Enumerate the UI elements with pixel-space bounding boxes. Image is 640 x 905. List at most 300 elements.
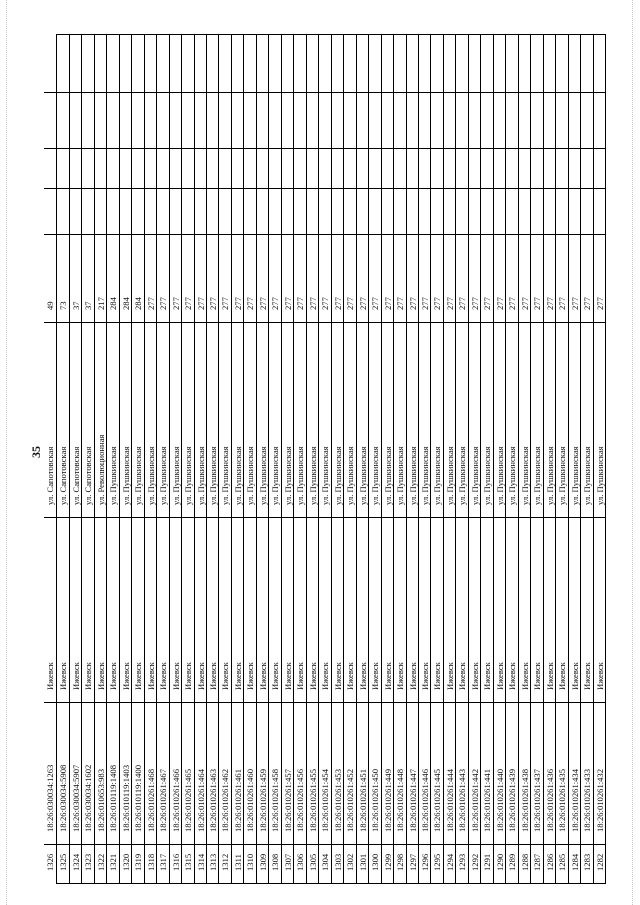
house-number-cell xyxy=(506,235,518,323)
house-number-text: 277 xyxy=(158,297,169,310)
empty-cell xyxy=(95,93,107,149)
city-text: Ижевск xyxy=(307,662,318,690)
city-text: Ижевск xyxy=(370,662,381,690)
empty-cell xyxy=(219,93,231,149)
cadastral-number-cell xyxy=(132,703,144,845)
street-text: ул. Пушкинская xyxy=(145,446,156,505)
empty-cell xyxy=(357,149,369,189)
cadastral-number-cell xyxy=(581,703,593,845)
empty-cell xyxy=(594,189,606,235)
table-row xyxy=(418,35,430,883)
house-number-text: 277 xyxy=(444,297,455,310)
city-text: Ижевск xyxy=(208,662,218,690)
empty-cell xyxy=(444,149,456,189)
street-text: ул. Пушкинская xyxy=(208,446,218,505)
house-number-cell xyxy=(132,235,144,323)
house-number-cell xyxy=(257,235,269,323)
cadastral-number-text: 18:26:010261:447 xyxy=(407,768,418,832)
row-number-text: 1283 xyxy=(582,853,593,871)
city-text: Ижевск xyxy=(282,662,293,690)
street-cell xyxy=(132,323,144,518)
street-text: ул. Пушкинская xyxy=(170,446,181,505)
empty-cell xyxy=(70,93,82,149)
cadastral-number-cell xyxy=(257,703,269,845)
cadastral-number-cell xyxy=(232,703,244,845)
street-cell xyxy=(282,323,294,518)
empty-cell xyxy=(569,189,581,235)
house-number-cell xyxy=(120,235,132,323)
city-cell xyxy=(332,518,344,703)
empty-cell xyxy=(494,189,506,235)
city-cell xyxy=(70,518,82,703)
empty-cell xyxy=(107,35,119,93)
table-row xyxy=(256,35,268,883)
empty-cell xyxy=(294,189,306,235)
row-number-cell xyxy=(506,845,518,883)
row-number-text: 1296 xyxy=(419,853,430,871)
empty-cell xyxy=(170,35,182,93)
empty-cell xyxy=(170,93,182,149)
street-text: ул. Пушкинская xyxy=(507,446,518,505)
house-number-cell xyxy=(494,235,506,323)
city-text: Ижевск xyxy=(407,662,418,690)
street-cell xyxy=(456,323,468,518)
row-number-cell xyxy=(594,845,606,883)
cadastral-number-cell xyxy=(44,703,56,845)
row-number-cell xyxy=(394,845,406,883)
house-number-cell xyxy=(481,235,493,323)
house-number-text: 277 xyxy=(220,297,231,310)
empty-cell xyxy=(569,93,581,149)
row-number-cell xyxy=(257,845,269,883)
city-text: Ижевск xyxy=(120,662,131,690)
house-number-cell xyxy=(519,235,531,323)
city-text: Ижевск xyxy=(170,662,181,690)
empty-cell xyxy=(394,189,406,235)
street-cell xyxy=(369,323,381,518)
row-number-text: 1313 xyxy=(208,853,218,871)
empty-cell xyxy=(145,93,157,149)
city-text: Ижевск xyxy=(444,662,455,690)
street-cell xyxy=(357,323,369,518)
empty-cell xyxy=(195,35,207,93)
empty-cell xyxy=(519,149,531,189)
empty-cell xyxy=(594,35,606,93)
city-text: Ижевск xyxy=(345,662,356,690)
city-cell xyxy=(170,518,182,703)
street-cell xyxy=(319,323,331,518)
row-number-text: 1307 xyxy=(282,853,293,871)
house-number-text: 277 xyxy=(382,297,393,310)
city-cell xyxy=(357,518,369,703)
city-text: Ижевск xyxy=(582,662,593,690)
table-row xyxy=(293,35,305,883)
house-number-text: 277 xyxy=(232,297,243,310)
city-text: Ижевск xyxy=(270,662,281,690)
row-number-cell xyxy=(182,845,194,883)
empty-cell xyxy=(157,35,169,93)
street-cell xyxy=(120,323,132,518)
house-number-text: 217 xyxy=(95,297,106,310)
table-row xyxy=(393,35,405,883)
house-number-text: 37 xyxy=(70,301,81,310)
house-number-cell xyxy=(195,235,207,323)
cadastral-number-text: 18:26:010261:440 xyxy=(494,768,505,832)
house-number-cell xyxy=(419,235,431,323)
empty-cell xyxy=(82,189,94,235)
city-cell xyxy=(44,518,56,703)
house-number-text: 277 xyxy=(307,297,318,310)
row-number-cell xyxy=(107,845,119,883)
street-cell xyxy=(394,323,406,518)
row-number-text: 1293 xyxy=(457,853,468,871)
house-number-text: 277 xyxy=(407,297,418,310)
empty-cell xyxy=(544,189,556,235)
cadastral-number-cell xyxy=(244,703,256,845)
house-number-text: 277 xyxy=(257,297,268,310)
city-cell xyxy=(307,518,319,703)
city-text: Ижевск xyxy=(195,662,206,690)
empty-cell xyxy=(469,189,481,235)
empty-cell xyxy=(581,93,593,149)
cadastral-number-text: 18:26:010261:462 xyxy=(220,768,231,832)
street-text: ул. Сапотовская xyxy=(44,446,55,505)
city-text: Ижевск xyxy=(419,662,430,690)
street-cell xyxy=(307,323,319,518)
cadastral-number-text: 18:26:010261:455 xyxy=(307,768,318,832)
table-row xyxy=(144,35,156,883)
empty-cell xyxy=(57,93,69,149)
empty-cell xyxy=(431,93,443,149)
row-number-text: 1311 xyxy=(232,854,243,871)
empty-cell xyxy=(569,149,581,189)
empty-cell xyxy=(382,93,394,149)
house-number-cell xyxy=(282,235,294,323)
row-number-cell xyxy=(232,845,244,883)
table-row xyxy=(169,35,181,883)
table-row xyxy=(343,35,355,883)
empty-cell xyxy=(407,35,419,93)
house-number-cell xyxy=(369,235,381,323)
empty-cell xyxy=(506,93,518,149)
row-number-text: 1309 xyxy=(257,853,268,871)
empty-cell xyxy=(506,35,518,93)
empty-cell xyxy=(95,149,107,189)
empty-cell xyxy=(319,35,331,93)
cadastral-number-cell xyxy=(170,703,182,845)
row-number-text: 1318 xyxy=(145,853,156,871)
street-cell xyxy=(257,323,269,518)
city-text: Ижевск xyxy=(108,662,119,690)
house-number-text: 277 xyxy=(295,297,306,310)
house-number-text: 277 xyxy=(582,297,593,310)
table-row xyxy=(430,35,442,883)
street-text: ул. Сапотовская xyxy=(83,446,94,505)
street-cell xyxy=(444,323,456,518)
empty-cell xyxy=(369,35,381,93)
empty-cell xyxy=(207,149,219,189)
street-text: ул. Пушкинская xyxy=(295,446,306,505)
house-number-cell xyxy=(531,235,543,323)
cadastral-number-text: 18:26:010261:458 xyxy=(270,768,281,832)
empty-cell xyxy=(494,35,506,93)
street-cell xyxy=(219,323,231,518)
row-number-cell xyxy=(282,845,294,883)
empty-cell xyxy=(107,149,119,189)
empty-cell xyxy=(132,35,144,93)
empty-cell xyxy=(332,149,344,189)
empty-cell xyxy=(182,35,194,93)
cadastral-number-text: 18:26:010261:446 xyxy=(419,768,430,832)
empty-cell xyxy=(531,93,543,149)
city-cell xyxy=(269,518,281,703)
house-number-cell xyxy=(82,235,94,323)
row-number-text: 1291 xyxy=(482,853,493,871)
street-text: ул. Пушкинская xyxy=(382,446,393,505)
row-number-text: 1301 xyxy=(357,853,368,871)
empty-cell xyxy=(182,149,194,189)
empty-cell xyxy=(444,35,456,93)
empty-cell xyxy=(506,149,518,189)
street-cell xyxy=(195,323,207,518)
empty-cell xyxy=(44,93,56,149)
cadastral-number-text: 18:26:010261:466 xyxy=(170,768,181,832)
house-number-cell xyxy=(581,235,593,323)
city-text: Ижевск xyxy=(594,662,605,690)
city-cell xyxy=(531,518,543,703)
house-number-cell xyxy=(57,235,69,323)
house-number-text: 277 xyxy=(557,297,568,310)
city-cell xyxy=(544,518,556,703)
cadastral-number-text: 18:26:010261:437 xyxy=(532,768,543,832)
empty-cell xyxy=(581,35,593,93)
empty-cell xyxy=(307,189,319,235)
street-cell xyxy=(431,323,443,518)
row-number-cell xyxy=(519,845,531,883)
empty-cell xyxy=(95,35,107,93)
empty-cell xyxy=(419,35,431,93)
street-cell xyxy=(344,323,356,518)
house-number-cell xyxy=(569,235,581,323)
table-row xyxy=(69,35,81,883)
empty-cell xyxy=(232,189,244,235)
cadastral-number-cell xyxy=(294,703,306,845)
row-number-text: 1306 xyxy=(295,853,306,871)
row-number-text: 1319 xyxy=(133,853,144,871)
street-text: ул. Пушкинская xyxy=(220,446,231,505)
empty-cell xyxy=(269,189,281,235)
street-cell xyxy=(294,323,306,518)
street-cell xyxy=(182,323,194,518)
empty-cell xyxy=(519,35,531,93)
street-cell xyxy=(594,323,606,518)
empty-cell xyxy=(344,189,356,235)
empty-cell xyxy=(456,35,468,93)
city-cell xyxy=(444,518,456,703)
cadastral-number-cell xyxy=(481,703,493,845)
empty-cell xyxy=(269,35,281,93)
row-number-cell xyxy=(244,845,256,883)
house-number-cell xyxy=(157,235,169,323)
street-text: ул. Пушкинская xyxy=(195,446,206,505)
row-number-text: 1303 xyxy=(332,853,343,871)
cadastral-number-cell xyxy=(195,703,207,845)
street-text: ул. Пушкинская xyxy=(232,446,243,505)
street-text: ул. Пушкинская xyxy=(407,446,418,505)
empty-cell xyxy=(294,149,306,189)
row-number-text: 1292 xyxy=(469,853,480,871)
cadastral-number-text: 18:26:010261:454 xyxy=(320,768,331,832)
city-text: Ижевск xyxy=(320,662,331,690)
street-text: ул. Пушкинская xyxy=(120,446,131,505)
city-text: Ижевск xyxy=(257,662,268,690)
street-text: ул. Пушкинская xyxy=(582,446,593,505)
street-text: ул. Сапотовская xyxy=(58,446,69,505)
row-number-cell xyxy=(382,845,394,883)
empty-cell xyxy=(269,149,281,189)
empty-cell xyxy=(282,93,294,149)
row-number-text: 1282 xyxy=(594,853,605,871)
empty-cell xyxy=(294,93,306,149)
row-number-cell xyxy=(44,845,56,883)
house-number-cell xyxy=(244,235,256,323)
empty-cell xyxy=(531,35,543,93)
cadastral-number-text: 18:26:010261:464 xyxy=(195,768,206,832)
row-number-cell xyxy=(319,845,331,883)
left-margin-line xyxy=(6,0,7,905)
cadastral-number-cell xyxy=(319,703,331,845)
street-text: ул. Пушкинская xyxy=(345,446,356,505)
empty-cell xyxy=(307,35,319,93)
table-row xyxy=(518,35,530,883)
table-body xyxy=(44,35,605,883)
empty-cell xyxy=(469,93,481,149)
street-text: ул. Пушкинская xyxy=(183,446,194,505)
cadastral-number-text: 18:26:010261:443 xyxy=(457,768,468,832)
city-text: Ижевск xyxy=(469,662,480,690)
cadastral-number-cell xyxy=(145,703,157,845)
row-number-text: 1316 xyxy=(170,853,181,871)
table-row xyxy=(268,35,280,883)
row-number-cell xyxy=(544,845,556,883)
table-row xyxy=(543,35,555,883)
empty-cell xyxy=(207,189,219,235)
empty-cell xyxy=(394,149,406,189)
row-number-cell xyxy=(481,845,493,883)
street-text: ул. Пушкинская xyxy=(158,446,169,505)
empty-cell xyxy=(219,149,231,189)
cadastral-number-text: 18:26:010261:434 xyxy=(569,768,580,832)
empty-cell xyxy=(257,35,269,93)
row-number-text: 1324 xyxy=(70,853,81,871)
empty-cell xyxy=(120,149,132,189)
house-number-cell xyxy=(594,235,606,323)
cadastral-number-text: 18:26:010261:436 xyxy=(544,768,555,832)
cadastral-number-text: 18:26:010261:448 xyxy=(395,768,406,832)
row-number-cell xyxy=(157,845,169,883)
street-cell xyxy=(332,323,344,518)
city-text: Ижевск xyxy=(133,662,144,690)
house-number-cell xyxy=(469,235,481,323)
city-text: Ижевск xyxy=(494,662,505,690)
table-row xyxy=(56,35,68,883)
empty-cell xyxy=(307,93,319,149)
row-number-cell xyxy=(57,845,69,883)
empty-cell xyxy=(70,189,82,235)
house-number-text: 277 xyxy=(544,297,555,310)
empty-cell xyxy=(419,149,431,189)
cadastral-number-cell xyxy=(307,703,319,845)
empty-cell xyxy=(257,93,269,149)
house-number-cell xyxy=(382,235,394,323)
city-cell xyxy=(594,518,606,703)
cadastral-number-cell xyxy=(107,703,119,845)
street-cell xyxy=(494,323,506,518)
empty-cell xyxy=(357,35,369,93)
empty-cell xyxy=(481,93,493,149)
cadastral-number-text: 18:26:010261:435 xyxy=(557,768,568,832)
cadastral-number-text: 18:26:010261:432 xyxy=(594,768,605,832)
house-number-text: 277 xyxy=(532,297,543,310)
city-cell xyxy=(82,518,94,703)
cadastral-number-cell xyxy=(82,703,94,845)
city-cell xyxy=(157,518,169,703)
house-number-text: 277 xyxy=(270,297,281,310)
empty-cell xyxy=(232,149,244,189)
row-number-cell xyxy=(307,845,319,883)
house-number-text: 277 xyxy=(494,297,505,310)
city-cell xyxy=(481,518,493,703)
city-cell xyxy=(407,518,419,703)
cadastral-number-cell xyxy=(544,703,556,845)
city-cell xyxy=(419,518,431,703)
city-text: Ижевск xyxy=(83,662,94,690)
empty-cell xyxy=(494,149,506,189)
street-text: ул. Пушкинская xyxy=(370,446,381,505)
house-number-text: 284 xyxy=(133,297,144,310)
table-row xyxy=(318,35,330,883)
street-text: ул. Пушкинская xyxy=(594,446,605,505)
cadastral-number-text: 18:26:010119:1400 xyxy=(133,765,144,832)
row-number-text: 1321 xyxy=(108,853,119,871)
city-cell xyxy=(182,518,194,703)
house-number-text: 277 xyxy=(432,297,443,310)
city-text: Ижевск xyxy=(295,662,306,690)
cadastral-number-cell xyxy=(120,703,132,845)
city-text: Ижевск xyxy=(357,662,368,690)
house-number-cell xyxy=(207,235,219,323)
house-number-cell xyxy=(431,235,443,323)
data-table xyxy=(44,34,606,884)
empty-cell xyxy=(569,35,581,93)
city-cell xyxy=(232,518,244,703)
city-cell xyxy=(120,518,132,703)
table-row xyxy=(580,35,592,883)
table-row xyxy=(243,35,255,883)
row-number-cell xyxy=(269,845,281,883)
empty-cell xyxy=(332,189,344,235)
empty-cell xyxy=(232,35,244,93)
cadastral-number-text: 18:26:010261:439 xyxy=(507,768,518,832)
cadastral-number-text: 18:26:010261:463 xyxy=(208,768,218,832)
empty-cell xyxy=(145,189,157,235)
city-text: Ижевск xyxy=(70,662,81,690)
empty-cell xyxy=(319,93,331,149)
city-text: Ижевск xyxy=(457,662,468,690)
empty-cell xyxy=(556,93,568,149)
empty-cell xyxy=(407,189,419,235)
cadastral-number-text: 18:26:010261:456 xyxy=(295,768,306,832)
